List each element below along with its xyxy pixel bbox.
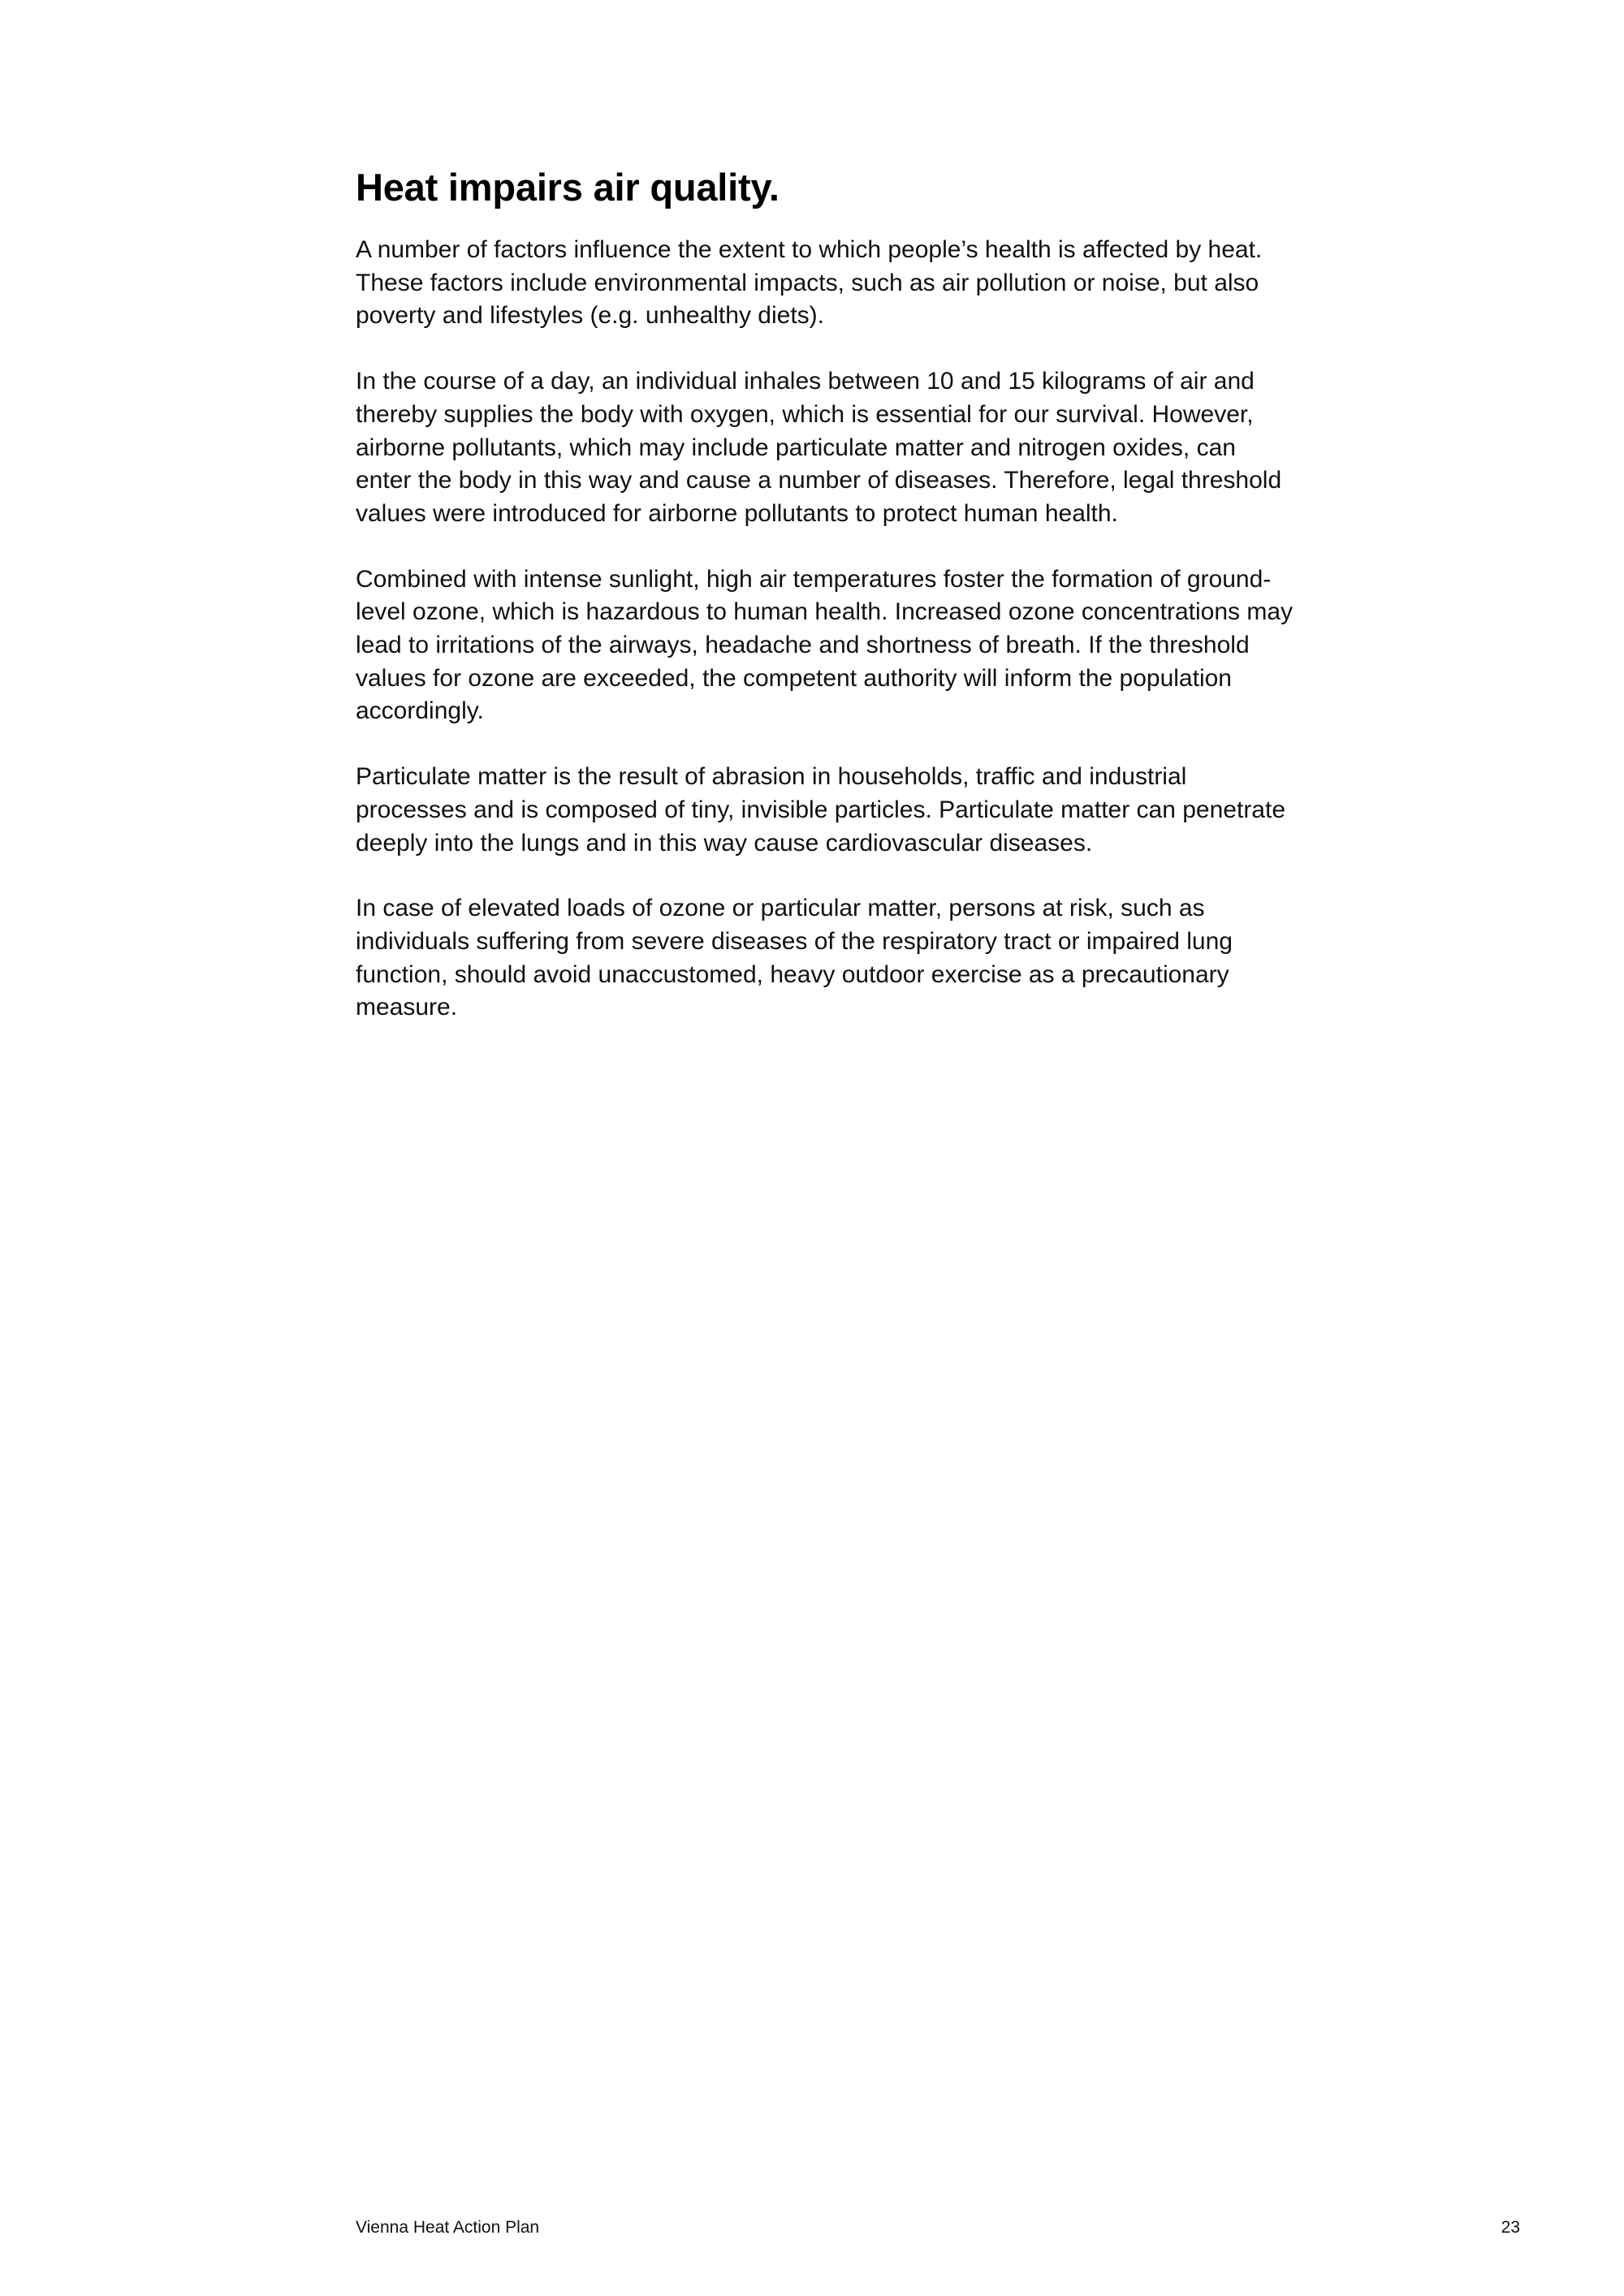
page-content	[356, 161, 1298, 1057]
paragraph-persons-at-risk: In case of elevated loads of ozone or particular matter, persons at risk, such as individuals suffering from severe diseases of the respiratory tract or impaired lung function, should avoid unaccustomed, heavy outdoor exercise as a precautionary measure.	[356, 895, 1233, 1021]
page-title: Heat impairs air quality.	[356, 166, 780, 209]
paragraph-heat-factors: A number of factors influence the extent to which people’s health is affected by heat. These factors include environmental impacts, such as air pollution or noise, but also poverty and lifestyles (e.g. unhealthy diets).	[356, 236, 1263, 330]
footer-page-number: 23	[1501, 2218, 1520, 2237]
paragraph-ground-level-ozone: Combined with intense sunlight, high air temperatures foster the formation of ground-level ozone, which is hazardous to human health. Increased ozone concentrations may lead to irritations of the airways, headache and shortness of breath. If the threshold values for ozone are exceeded, the competent authority will inform the population accordingly.	[356, 565, 1294, 725]
footer-document-title: Vienna Heat Action Plan	[356, 2218, 540, 2237]
paragraph-particulate-matter: Particulate matter is the result of abrasion in households, traffic and industrial processes and is composed of tiny, invisible particles. Particulate matter can penetrate deeply into the lungs and in this way cause cardiovascular diseases.	[356, 763, 1286, 857]
paragraph-air-inhalation: In the course of a day, an individual inhales between 10 and 15 kilograms of air and thereby supplies the body with oxygen, which is essential for our survival. However, airborne pollutants, which may include particulate matter and nitrogen oxides, can enter the body in this way and cause a number of diseases. Therefore, legal threshold values were introduced for airborne pollutants to protect human health.	[356, 368, 1282, 527]
